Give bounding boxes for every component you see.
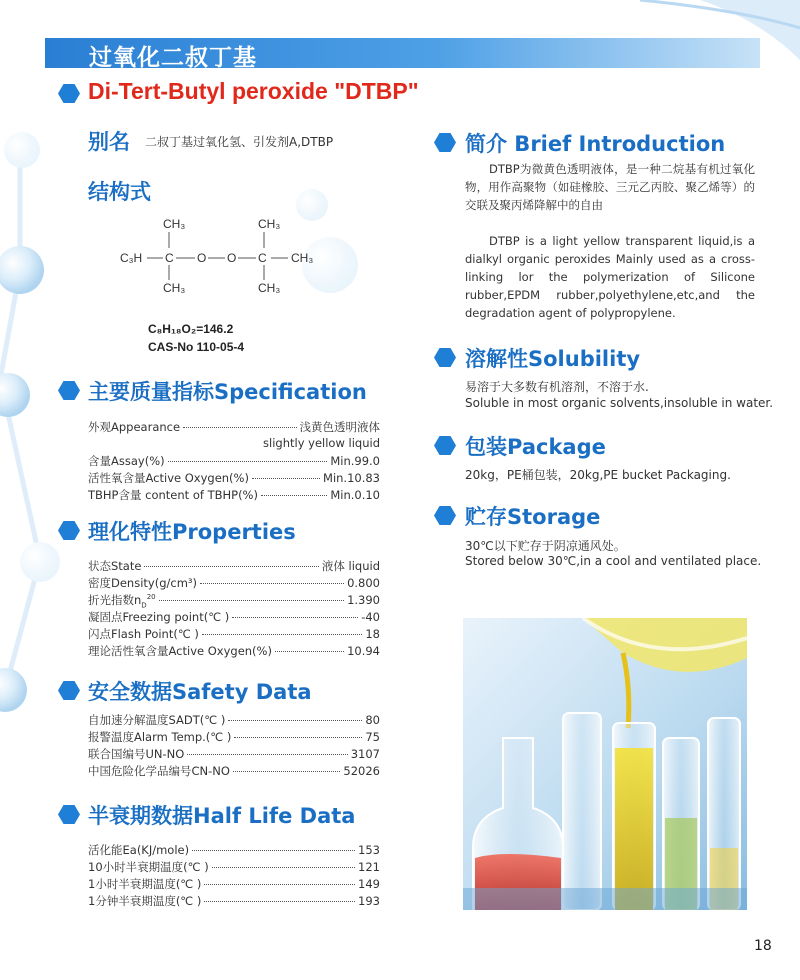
package-text: 20kg，PE桶包装，20kg,PE bucket Packaging. <box>465 468 731 482</box>
spec-row: 活性氧含量Active Oxygen(%) Min.10.83 <box>88 471 380 485</box>
oxygen-1: O <box>197 251 207 265</box>
package-heading: 包装Package <box>465 435 606 459</box>
product-title-en: Di-Tert-Butyl peroxide "DTBP" <box>88 78 419 104</box>
halflife-row: 10小时半衰期温度(℃ ) 121 <box>88 860 380 874</box>
molecular-formula: C₈H₁₈O₂=146.2 <box>148 322 234 336</box>
safety-heading: 安全数据Safety Data <box>88 680 312 704</box>
structural-formula <box>115 212 325 302</box>
intro-text-cn: DTBP为微黄色透明液体，是一种二烷基有机过氧化物，用作高聚物（如硅橡胶、三元乙丙胶、聚乙烯等）的交联及聚丙烯降解中的自由 <box>465 162 755 212</box>
property-row: 折光指数$n_D^{20}$ 1.390 <box>88 593 380 610</box>
safety-row: 自加速分解温度SADT(℃ ) 80 <box>88 713 380 727</box>
storage-text-cn: 30℃以下贮存于阴凉通风处。 <box>465 539 626 553</box>
carbon-left: C <box>165 251 174 265</box>
alias-text: 二叔丁基过氧化氢、引发剂A,DTBP <box>145 135 334 149</box>
halflife-row: 活化能Ea(KJ/mole) 153 <box>88 843 380 857</box>
property-row: 状态State 液体 liquid <box>88 559 380 573</box>
solubility-heading: 溶解性Solubility <box>465 347 641 371</box>
oxygen-2: O <box>227 251 237 265</box>
halflife-row: 1分钟半衰期温度(℃ ) 193 <box>88 894 380 908</box>
property-row: 理论活性氧含量Active Oxygen(%) 10.94 <box>88 644 380 658</box>
page-number: 18 <box>754 938 772 954</box>
property-row: 闪点Flash Point(℃ ) 18 <box>88 627 380 641</box>
spec-row: 含量Assay(%) Min.99.0 <box>88 454 380 468</box>
lab-glassware-photo <box>463 618 747 910</box>
intro-text-en: DTBP is a light yellow transparent liquid,is a dialkyl organic peroxides Mainly used as a cross-linking lor the polymerization of Silicone rubber,EPDM rubber,polyethylene,etc,and the degradation agent of polypropylene. <box>465 234 755 320</box>
title-banner <box>45 38 760 71</box>
ch3-bottom-left: CH₃ <box>163 281 186 295</box>
halflife-row: 1小时半衰期温度(℃ ) 149 <box>88 877 380 891</box>
structure-heading: 结构式 <box>88 180 151 204</box>
specification-heading: 主要质量指标Specification <box>88 380 367 404</box>
ch3-top-right: CH₃ <box>258 217 281 231</box>
solubility-text-cn: 易溶于大多数有机溶剂，不溶于水. <box>465 380 649 394</box>
spec-row: 外观Appearance 浅黄色透明液体 <box>88 420 380 434</box>
page-title-cn: 过氧化二叔丁基 <box>89 45 257 71</box>
storage-heading: 贮存Storage <box>465 505 601 529</box>
ch3-right: CH₃ <box>291 251 314 265</box>
property-row: 凝固点Freezing point(℃ ) -40 <box>88 610 380 624</box>
properties-heading: 理化特性Properties <box>88 520 296 544</box>
ch3-bottom-right: CH₃ <box>258 281 281 295</box>
intro-heading: 简介 Brief Introduction <box>465 132 726 156</box>
storage-text-en: Stored below 30℃,in a cool and ventilated place. <box>465 554 762 568</box>
safety-row: 报警温度Alarm Temp.(℃ ) 75 <box>88 730 380 744</box>
alias-heading: 别名 <box>88 130 130 154</box>
spec-row: TBHP含量 content of TBHP(%) Min.0.10 <box>88 488 380 502</box>
safety-row: 中国危险化学品编号CN-NO 52026 <box>88 764 380 778</box>
solubility-text-en: Soluble in most organic solvents,insoluble in water. <box>465 396 774 410</box>
c3h-left: C₃H <box>120 251 143 265</box>
carbon-right: C <box>258 251 267 265</box>
safety-row: 联合国编号UN-NO 3107 <box>88 747 380 761</box>
cas-number: CAS-No 110-05-4 <box>148 340 245 354</box>
halflife-heading: 半衰期数据Half Life Data <box>88 804 356 828</box>
property-row: 密度Density(g/cm³) 0.800 <box>88 576 380 590</box>
ch3-top-left: CH₃ <box>163 217 186 231</box>
spec-row: slightly yellow liquid <box>263 436 380 450</box>
